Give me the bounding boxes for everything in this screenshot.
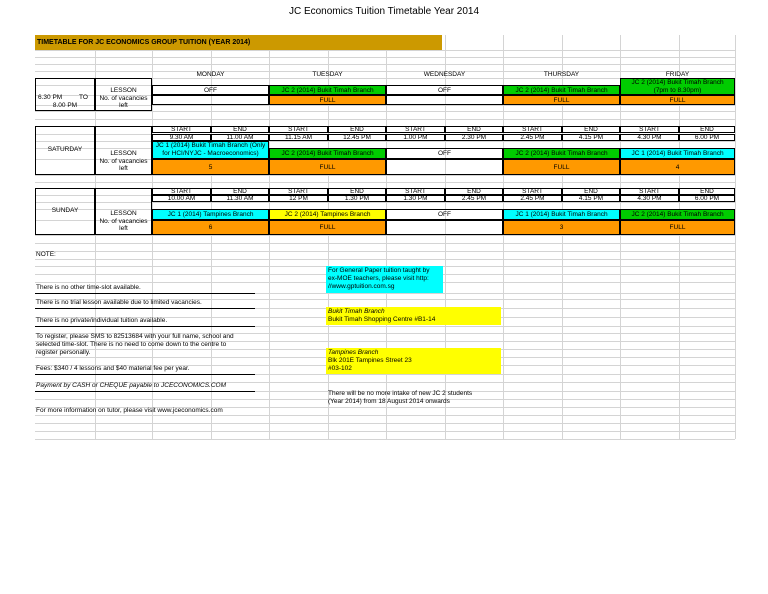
notes-heading: NOTE:: [36, 251, 56, 258]
grid-row-line: [35, 57, 735, 58]
gp-line-1: For General Paper tuition taught by: [328, 267, 430, 274]
saturday-start-time: 9.30 AM: [152, 134, 211, 141]
sunday-vacancy-monday: 6: [152, 220, 269, 235]
saturday-end-time: 2.30 PM: [445, 134, 503, 141]
sunday-start-time: 2.45 PM: [503, 195, 562, 202]
sunday-lesson-thursday: JC 1 (2014) Bukit Timah Branch: [503, 209, 620, 220]
weekday-vacancy-label-2: left: [119, 102, 128, 109]
grid-row-line: [35, 251, 735, 252]
gp-tuition-box: [326, 266, 443, 293]
tampines-address-2: #03-102: [328, 365, 352, 372]
saturday-vacancy-label: No. of vacancies: [99, 158, 148, 165]
sunday-start-header: START: [152, 188, 211, 195]
saturday-vacancy-friday: 4: [620, 159, 735, 175]
grid-row-line: [35, 182, 735, 183]
grid-row-line: [35, 423, 735, 424]
weekday-lesson-thursday: JC 2 (2014) Bukit Timah Branch: [503, 85, 620, 95]
saturday-vacancy-monday: 5: [152, 159, 269, 175]
sunday-vacancy-friday: FULL: [620, 220, 735, 235]
saturday-lesson-tuesday: JC 2 (2014) Bukit Timah Branch: [269, 148, 386, 159]
saturday-start-time: 4.30 PM: [620, 134, 679, 141]
bukit-timah-box: [326, 307, 501, 325]
note-underline-3: [35, 326, 255, 327]
sunday-lesson-friday: JC 2 (2014) Bukit Timah Branch: [620, 209, 735, 220]
bukit-timah-address: Bukit Timah Shopping Centre #B1-14: [328, 316, 436, 323]
saturday-end-time: 4.15 PM: [562, 134, 620, 141]
day-header-wednesday: WEDNESDAY: [423, 71, 466, 78]
sunday-start-header: START: [386, 188, 445, 195]
note-register-1: To register, please SMS to 82513684 with your full name, school and: [36, 333, 234, 340]
sunday-lesson-label: LESSON: [110, 210, 137, 217]
note-payment: Payment by CASH or CHEQUE payable to JCECONOMICS.COM: [36, 382, 226, 389]
weekday-vacancy-thursday: FULL: [503, 95, 620, 105]
sunday-label: SUNDAY: [51, 207, 79, 214]
saturday-end-header: END: [328, 126, 386, 133]
saturday-end-time: 12.45 PM: [328, 134, 386, 141]
saturday-vacancy-wednesday: [386, 159, 503, 175]
saturday-lesson-monday-line2: for HCI/NYJC - Macroeconomics): [162, 150, 259, 157]
note-more-info: For more information on tutor, please visit www.jceconomics.com: [36, 407, 223, 414]
saturday-label: SATURDAY: [47, 146, 83, 153]
saturday-lesson-monday: [152, 141, 269, 159]
grid-row-line: [35, 439, 735, 440]
saturday-start-header: START: [269, 126, 328, 133]
saturday-lesson-thursday: JC 2 (2014) Bukit Timah Branch: [503, 148, 620, 159]
note-register-2: selected time-slot. There is no need to come down to the centre to: [36, 341, 227, 348]
sunday-vacancy-tuesday: FULL: [269, 220, 386, 235]
day-header-monday: MONDAY: [196, 71, 225, 78]
sunday-start-time: 10.00 AM: [152, 195, 211, 202]
sunday-lesson-monday: JC 1 (2014) Tampines Branch: [152, 209, 269, 220]
saturday-lesson-monday-line1: JC 1 (2014) Bukit Timah Branch (Only: [155, 142, 266, 149]
grid-row-line: [35, 175, 735, 176]
grid-row-line: [35, 235, 735, 236]
sunday-vacancy-label-2: left: [119, 225, 128, 232]
note-underline-5: [35, 391, 255, 392]
tampines-box: [326, 348, 501, 374]
note-underline-2: [35, 308, 255, 309]
saturday-lesson-label: LESSON: [110, 150, 137, 157]
page-title: JC Economics Tuition Timetable Year 2014: [288, 6, 480, 17]
saturday-start-time: 2.45 PM: [503, 134, 562, 141]
weekday-time-to: TO: [79, 94, 88, 101]
sunday-start-header: START: [269, 188, 328, 195]
note-fees: Fees: $340 / 4 lessons and $40 material fee per year.: [36, 365, 190, 372]
sunday-start-time: 1.30 PM: [386, 195, 445, 202]
note-no-other-slot: There is no other time-slot available.: [36, 284, 141, 291]
saturday-lesson-wednesday: OFF: [386, 148, 503, 159]
tampines-title: Tampines Branch: [328, 349, 379, 356]
weekday-lesson-friday-time: (7pm to 8.30pm): [653, 87, 702, 94]
weekday-vacancy-label: No. of vacancies: [99, 95, 148, 102]
grid-row-line: [35, 111, 735, 112]
saturday-vacancy-tuesday: FULL: [269, 159, 386, 175]
sunday-start-header: START: [503, 188, 562, 195]
day-header-friday: FRIDAY: [665, 71, 690, 78]
saturday-end-header: END: [211, 126, 269, 133]
note-no-private: There is no private/individual tuition available.: [36, 317, 168, 324]
note-register-3: register personally.: [36, 349, 91, 356]
sunday-end-time: 2.45 PM: [445, 195, 503, 202]
grid-row-line: [35, 119, 735, 120]
saturday-start-time: 11.15 AM: [269, 134, 328, 141]
sunday-start-time: 12 PM: [269, 195, 328, 202]
weekday-vacancy-friday: FULL: [620, 95, 735, 105]
sunday-lesson-wednesday: OFF: [386, 209, 503, 220]
grid-row-line: [35, 64, 735, 65]
saturday-vacancy-label-2: left: [119, 165, 128, 172]
sunday-vacancy-wednesday: [386, 220, 503, 235]
intake-line-1: There will be no more intake of new JC 2 students: [328, 390, 473, 397]
sunday-vacancy-thursday: 3: [503, 220, 620, 235]
saturday-end-time: 11.00 AM: [211, 134, 269, 141]
grid-row-line: [35, 243, 735, 244]
sunday-lesson-tuesday: JC 2 (2014) Tampines Branch: [269, 209, 386, 220]
sunday-vacancy-label: No. of vacancies: [99, 218, 148, 225]
sunday-end-time: 11.30 AM: [211, 195, 269, 202]
day-header-thursday: THURSDAY: [543, 71, 580, 78]
grid-row-line: [35, 431, 735, 432]
saturday-end-header: END: [445, 126, 503, 133]
weekday-vacancy-wednesday: [386, 95, 503, 105]
day-header-tuesday: TUESDAY: [312, 71, 343, 78]
weekday-time-end: 8.00 PM: [52, 102, 78, 109]
note-underline-4: [35, 374, 255, 375]
saturday-start-time: 1.00 PM: [386, 134, 445, 141]
saturday-end-header: END: [562, 126, 620, 133]
weekday-lesson-tuesday: JC 2 (2014) Bukit Timah Branch: [269, 85, 386, 95]
tampines-address-1: Blk 201E Tampines Street 23: [328, 357, 412, 364]
saturday-lesson-friday: JC 1 (2014) Bukit Timah Branch: [620, 148, 735, 159]
spreadsheet: [35, 35, 735, 445]
timetable-banner: TIMETABLE FOR JC ECONOMICS GROUP TUITION (YEAR 2014): [35, 35, 442, 50]
weekday-lesson-monday: OFF: [152, 85, 269, 95]
grid-col-line: [735, 35, 736, 439]
sunday-start-header: START: [620, 188, 679, 195]
weekday-lesson-label: LESSON: [110, 87, 137, 94]
gp-line-3: //www.gptuition.com.sg: [328, 283, 395, 290]
weekday-lesson-friday: [620, 78, 735, 95]
saturday-end-header: END: [679, 126, 735, 133]
sunday-end-time: 4.15 PM: [562, 195, 620, 202]
weekday-time-start: 6.30 PM: [38, 94, 63, 101]
bukit-timah-title: Bukit Timah Branch: [328, 308, 385, 315]
note-no-trial: There is no trial lesson available due to limited vacancies.: [36, 299, 202, 306]
grid-row-line: [35, 259, 735, 260]
grid-row-line: [35, 415, 735, 416]
weekday-vacancy-tuesday: FULL: [269, 95, 386, 105]
saturday-start-header: START: [386, 126, 445, 133]
note-underline-1: [35, 293, 255, 294]
saturday-start-header: START: [620, 126, 679, 133]
sunday-end-header: END: [445, 188, 503, 195]
sunday-end-header: END: [562, 188, 620, 195]
saturday-end-time: 6.00 PM: [679, 134, 735, 141]
weekday-vacancy-monday: [152, 95, 269, 105]
sunday-end-time: 1.30 PM: [328, 195, 386, 202]
intake-line-2: (Year 2014) from 18 August 2014 onwards: [328, 398, 450, 405]
saturday-start-header: START: [503, 126, 562, 133]
sunday-end-header: END: [679, 188, 735, 195]
sunday-end-header: END: [211, 188, 269, 195]
sunday-start-time: 4.30 PM: [620, 195, 679, 202]
grid-row-line: [35, 50, 735, 51]
saturday-start-header: START: [152, 126, 211, 133]
weekday-lesson-wednesday: OFF: [386, 85, 503, 95]
gp-line-2: ex-MOE teachers, please visit http:: [328, 275, 429, 282]
sunday-end-time: 6.00 PM: [679, 195, 735, 202]
saturday-vacancy-thursday: FULL: [503, 159, 620, 175]
weekday-lesson-friday-title: JC 2 (2014) Bukit Timah Branch: [631, 79, 724, 86]
sunday-end-header: END: [328, 188, 386, 195]
